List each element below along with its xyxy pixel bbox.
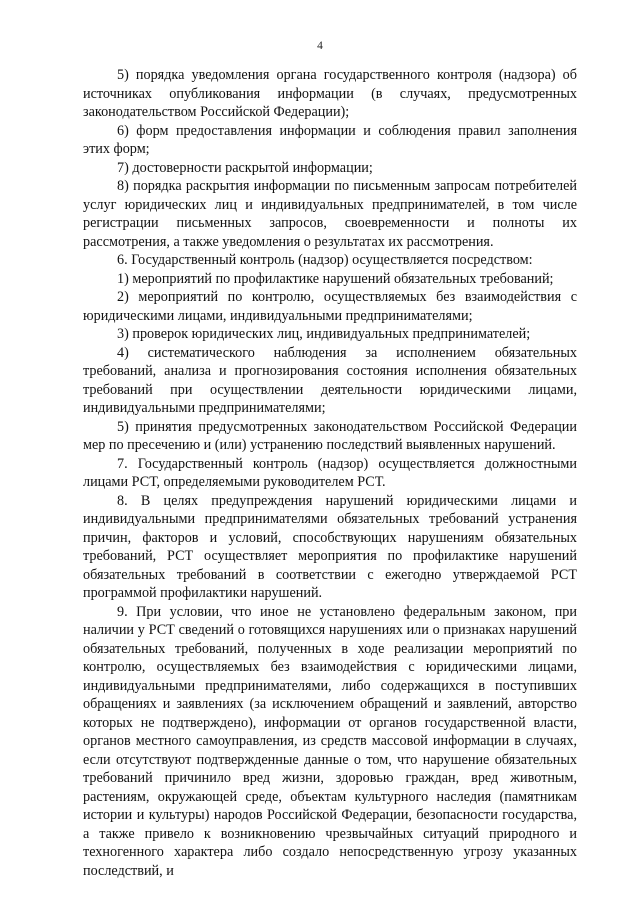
paragraph: 4) систематического наблюдения за исполнением обязательных требований, анализа и прогнозирования состояния исполнения обязательных требований при осуществлении деятельности юридическими лицами, индивидуальными предпринимателями; xyxy=(83,344,577,416)
paragraph: 1) мероприятий по профилактике нарушений обязательных требований; xyxy=(117,270,554,287)
paragraph: 9. При условии, что иное не установлено федеральным законом, при наличии у РСТ сведений о готовящихся нарушениях или о признаках нарушений обязательных требований, полученных в ходе реализации мероприятий по контролю, осуществляемых без взаимодействия с юридическими лицами, индивидуальными предпринимателями, либо содержащихся в поступивших обращениях и заявлениях (за исключением обращений и заявлений, авторство которых не подтверждено), информации от органов государственной власти, органов местного самоуправления, из средств массовой информации в случаях, если отсутствуют подтвержденные данные о том, что нарушение обязательных требований причинило вред жизни, здоровью граждан, вред животным, растениям, окружающей среде, объектам культурного наследия (памятникам истории и культуры) народов Российской Федерации, безопасности государства, а также привело к возникновению чрезвычайных ситуаций природного и техногенного характера либо создало непосредственную угрозу указанных последствий, и xyxy=(83,603,577,879)
paragraph: 8) порядка раскрытия информации по письменным запросам потребителей услуг юридических лиц и индивидуальных предпринимателей, в том числе регистрации письменных запросов, своевременности и полноты их рассмотрения, а также уведомления о результатах их рассмотрения. xyxy=(83,178,577,250)
paragraph: 7) достоверности раскрытой информации; xyxy=(117,159,373,176)
paragraph: 6. Государственный контроль (надзор) осуществляется посредством: xyxy=(117,252,533,268)
paragraph: 3) проверок юридических лиц, индивидуальных предпринимателей; xyxy=(117,326,531,342)
paragraph: 7. Государственный контроль (надзор) осуществляется должностными лицами РСТ, определяемыми руководителем РСТ. xyxy=(83,455,577,490)
paragraph: 6) форм предоставления информации и соблюдения правил заполнения этих форм; xyxy=(83,122,577,157)
paragraph: 5) принятия предусмотренных законодательством Российской Федерации мер по пресечению и (или) устранению последствий выявленных нарушений. xyxy=(83,418,577,453)
paragraph: 2) мероприятий по контролю, осуществляемых без взаимодействия с юридическими лицами, индивидуальными предпринимателями; xyxy=(83,289,577,324)
document-body xyxy=(83,66,577,880)
paragraph: 8. В целях предупреждения нарушений юридическими лицами и индивидуальными предпринимателями обязательных требований устранения причин, факторов и условий, способствующих нарушениям обязательных требований, РСТ осуществляет мероприятия по профилактике нарушений обязательных требований в соответствии с ежегодно утверждаемой РСТ программой профилактики нарушений. xyxy=(83,492,577,601)
page-number: 4 xyxy=(317,40,323,52)
paragraph: 5) порядка уведомления органа государственного контроля (надзора) об источниках опубликования информации (в случаях, предусмотренных законодательством Российской Федерации); xyxy=(83,67,577,120)
